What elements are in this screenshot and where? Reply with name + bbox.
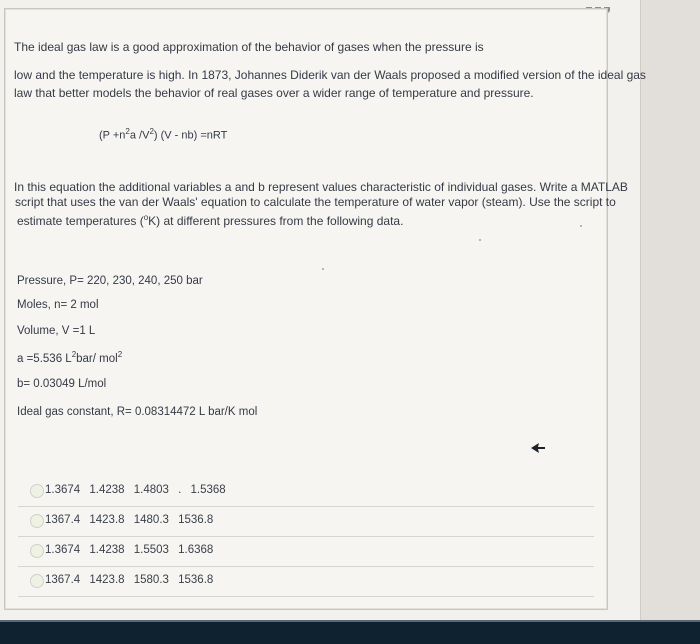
top-corner-mark: [586, 0, 626, 6]
intro-line-1: The ideal gas law is a good approximation of the behavior of gases when the pressure is: [14, 40, 484, 54]
radio-button[interactable]: [30, 514, 44, 528]
a-constant: a =5.536 $L^2bar/$ mol$^2$: [17, 350, 123, 365]
mouse-pointer-icon: [530, 441, 546, 455]
answer-option-3[interactable]: [18, 537, 594, 567]
radio-button[interactable]: [30, 574, 44, 588]
speck: [580, 225, 582, 227]
answer-option-2[interactable]: [18, 507, 594, 537]
right-margin: [641, 0, 700, 622]
intro-line-3: law that better models the behavior of real gases over a wider range of temperature and pressure.: [14, 86, 534, 100]
option-label: 1.3674 1.4238 1.5503 1.6368: [45, 544, 214, 556]
speck: [322, 268, 324, 270]
option-label: 1367.4 1423.8 1480.3 1536.8: [45, 514, 214, 526]
task-line-1: In this equation the additional variables a and b represent values characteristic of individual gases. Write a MATLAB: [14, 180, 628, 194]
moles-value: Moles, n= 2 mol: [17, 299, 99, 311]
radio-button[interactable]: [30, 544, 44, 558]
intro-line-2: low and the temperature is high. In 1873, Johannes Diderik van der Waals proposed a modified version of the ideal gas: [14, 68, 646, 82]
answer-option-4[interactable]: [18, 567, 594, 597]
volume-value: Volume, V =1 L: [17, 325, 96, 337]
bottom-bar: [0, 622, 700, 644]
option-label: 1367.4 1423.8 1580.3 1536.8: [45, 574, 214, 586]
speck: [479, 239, 481, 241]
radio-button[interactable]: [30, 484, 44, 498]
van-der-waals-equation: ($P +n^2a$ $/V^2$) (V - nb) =nRT: [99, 127, 228, 142]
option-label: 1.3674 1.4238 1.4803 . 1.5368: [45, 484, 226, 496]
task-line-3: estimate temperatures ($^o$K) at different pressures from the following data.: [17, 213, 404, 228]
gas-constant: Ideal gas constant, R= 0.08314472 L bar/K mol: [17, 406, 258, 418]
pressure-value: Pressure, P= 220, 230, 240, 250 bar: [17, 275, 203, 287]
task-line-2: script that uses the van der Waals' equation to calculate the temperature of water vapor (steam). Use the script to: [15, 195, 616, 209]
b-constant: b= 0.03049 L/mol: [17, 378, 107, 390]
answer-options: [18, 477, 594, 597]
answer-option-1[interactable]: [18, 477, 594, 507]
